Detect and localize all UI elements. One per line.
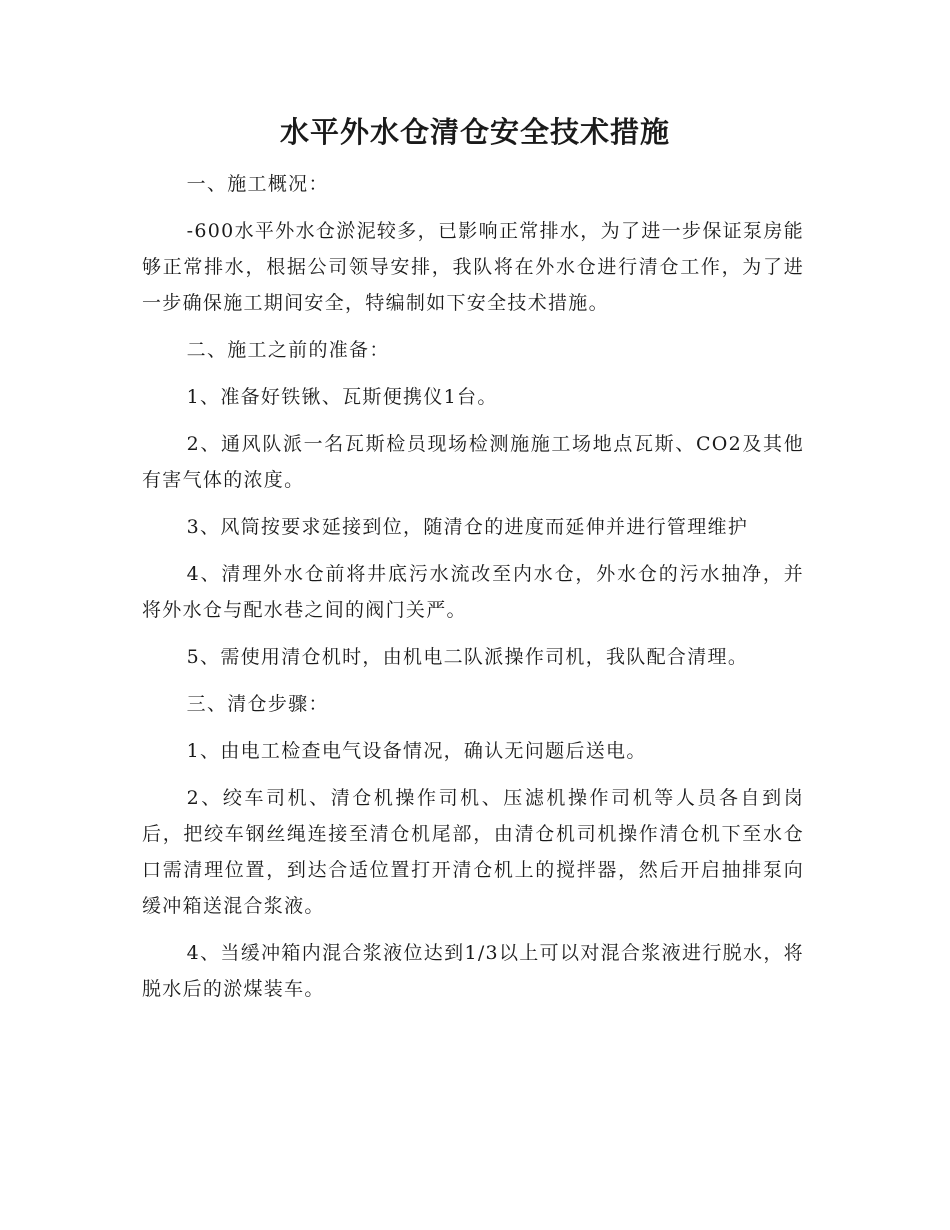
section-heading-overview: 一、施工概况： [186,173,329,195]
step-item-4: 4、当缓冲箱内混合浆液位达到1/3以上可以对混合浆液进行脱水，将脱水后的淤煤装车。 [142,942,804,1000]
step-item-1: 1、由电工检查电气设备情况，确认无问题后送电。 [186,740,647,762]
prep-item-2: 2、通风队派一名瓦斯检员现场检测施施工场地点瓦斯、CO2及其他有害气体的浓度。 [142,433,804,491]
document-title: 水平外水仓清仓安全技术措施 [279,115,670,149]
prep-item-3: 3、风筒按要求延接到位，随清仓的进度而延伸并进行管理维护 [186,516,749,538]
prep-item-5: 5、需使用清仓机时，由机电二队派操作司机，我队配合清理。 [186,646,749,668]
section-heading-preparation: 二、施工之前的准备： [186,339,390,361]
document-body [142,166,804,1018]
prep-item-1: 1、准备好铁锹、瓦斯便携仪1台。 [186,386,498,408]
prep-item-4: 4、清理外水仓前将井底污水流改至内水仓，外水仓的污水抽净，并将外水仓与配水巷之间的阀门关严。 [142,563,804,621]
section-heading-steps: 三、清仓步骤： [186,693,329,715]
step-item-2: 2、绞车司机、清仓机操作司机、压滤机操作司机等人员各自到岗后，把绞车钢丝绳连接至清仓机尾部，由清仓机司机操作清仓机下至水仓口需清理位置，到达合适位置打开清仓机上的搅拌器，然后开启抽排泵向缓冲箱送混合浆液。 [142,787,804,917]
paragraph-overview: -600水平外水仓淤泥较多，已影响正常排水，为了进一步保证泵房能够正常排水，根据公司领导安排，我队将在外水仓进行清仓工作，为了进一步确保施工期间安全，特编制如下安全技术措施。 [142,220,804,314]
